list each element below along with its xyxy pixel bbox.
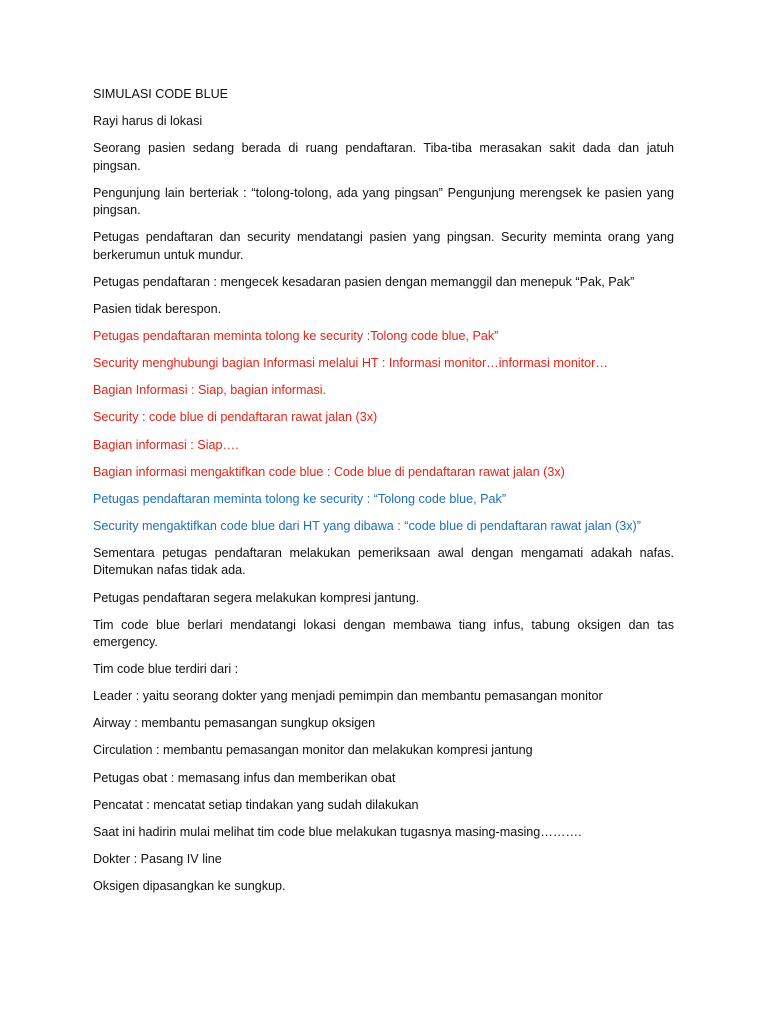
paragraph-doctor-iv: Dokter : Pasang IV line [93,851,222,866]
paragraph-team-arrives: Tim code blue berlari mendatangi lokasi dengan membawa tiang infus, tabung oksigen dan tas emergency. [93,617,674,650]
document-page [93,86,674,905]
paragraph-role-circulation: Circulation : membantu pemasangan monitor dan melakukan kompresi jantung [93,743,533,758]
paragraph-audience-watch: Saat ini hadirin mulai melihat tim code blue melakukan tugasnya masing-masing………. [93,824,582,839]
paragraph-security-announce: Security : code blue di pendaftaran rawat jalan (3x) [93,410,378,425]
paragraph-security-activates-ht: Security mengaktifkan code blue dari HT yang dibawa : “code blue di pendaftaran rawat jalan (3x)” [93,518,641,533]
paragraph-cpr: Petugas pendaftaran segera melakukan kompresi jantung. [93,590,420,605]
paragraph-patient-faints: Seorang pasien sedang berada di ruang pendaftaran. Tiba-tiba merasakan sakit dada dan jatuh pingsan. [93,141,674,173]
paragraph-security-calls-info: Security menghubungi bagian Informasi melalui HT : Informasi monitor…informasi monitor… [93,356,608,371]
paragraph-oxygen: Oksigen dipasangkan ke sungkup. [93,878,286,893]
paragraph-check-consciousness: Petugas pendaftaran : mengecek kesadaran pasien dengan memanggil dan menepuk “Pak, Pak” [93,274,635,289]
paragraph-staff-arrive: Petugas pendaftaran dan security mendatangi pasien yang pingsan. Security meminta orang yang berkerumun untuk mundur. [93,230,674,262]
paragraph-request-code-blue: Petugas pendaftaran meminta tolong ke security :Tolong code blue, Pak” [93,329,499,344]
paragraph-initial-check: Sementara petugas pendaftaran melakukan pemeriksaan awal dengan mengamati adakah nafas. Ditemukan nafas tidak ada. [93,545,674,578]
paragraph-info-activates: Bagian informasi mengaktifkan code blue : Code blue di pendaftaran rawat jalan (3x) [93,464,565,479]
document-title: SIMULASI CODE BLUE [93,87,229,101]
paragraph-no-response: Pasien tidak berespon. [93,302,222,317]
paragraph-info-ready: Bagian Informasi : Siap, bagian informasi. [93,383,327,398]
paragraph-role-leader: Leader : yaitu seorang dokter yang menjadi pemimpin dan membantu pemasangan monitor [93,689,603,704]
paragraph-request-code-blue-alt: Petugas pendaftaran meminta tolong ke security : “Tolong code blue, Pak” [93,491,507,506]
paragraph-role-recorder: Pencatat : mencatat setiap tindakan yang sudah dilakukan [93,797,419,812]
paragraph-role-medication: Petugas obat : memasang infus dan memberikan obat [93,770,396,785]
paragraph-role-airway: Airway : membantu pemasangan sungkup oksigen [93,716,376,731]
paragraph-location: Rayi harus di lokasi [93,114,203,129]
paragraph-team-members-heading: Tim code blue terdiri dari : [93,662,239,677]
paragraph-visitor-shouts: Pengunjung lain berteriak : “tolong-tolong, ada yang pingsan” Pengunjung merengsek ke pasien yang pingsan. [93,185,674,218]
paragraph-info-ack: Bagian informasi : Siap…. [93,437,239,452]
